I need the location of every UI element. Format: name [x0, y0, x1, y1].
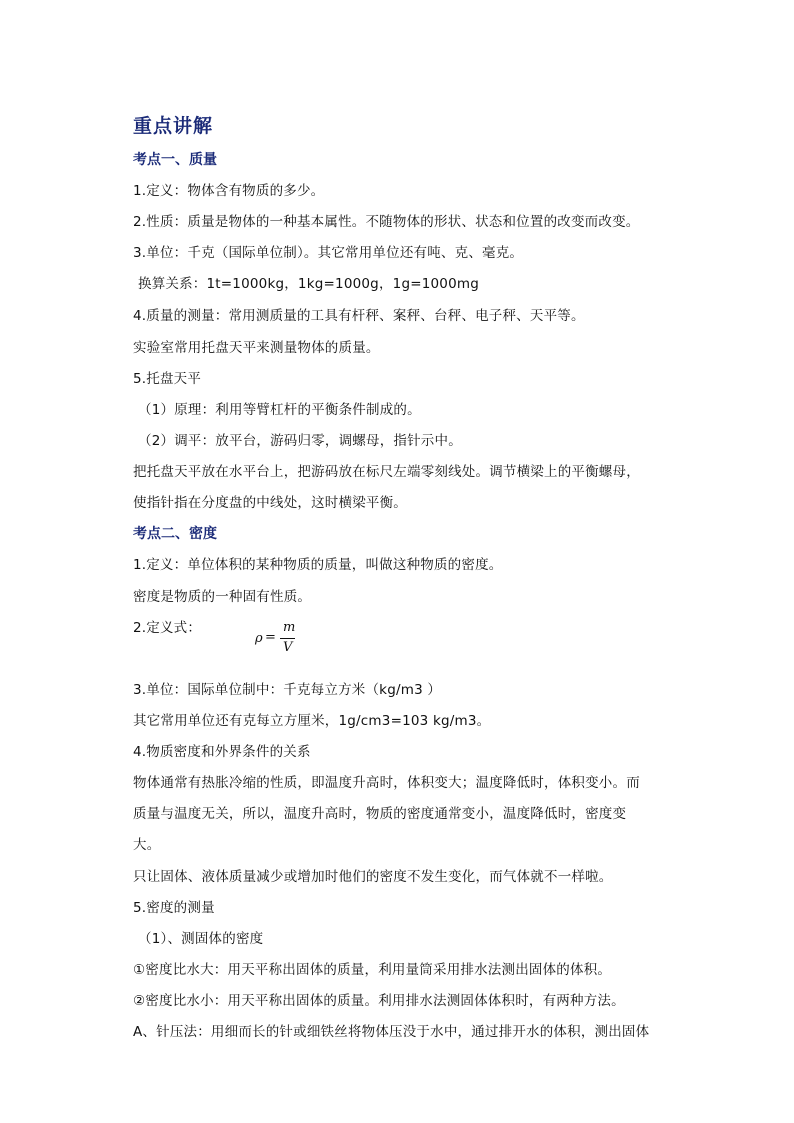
paragraph-line: 密度是物质的一种固有性质。	[133, 589, 312, 605]
paragraph-line: 大。	[133, 837, 161, 853]
paragraph-line: （1）原理：利用等臂杠杆的平衡条件制成的。	[138, 402, 421, 418]
paragraph-line: 2.定义式：	[133, 620, 202, 636]
paragraph-line: （1）、测固体的密度	[138, 931, 264, 947]
paragraph-line: A、针压法：用细而长的针或细铁丝将物体压没于水中，通过排开水的体积，测出固体	[133, 1024, 650, 1040]
formula-denominator: V	[283, 640, 293, 655]
formula-numerator: m	[283, 620, 296, 635]
formula-equals: =	[265, 630, 276, 645]
section-heading-mass: 考点一、质量	[133, 152, 217, 168]
page-title: 重点讲解	[133, 115, 214, 137]
density-formula	[255, 620, 305, 660]
paragraph-line: ①密度比水大：用天平称出固体的质量，利用量筒采用排水法测出固体的体积。	[133, 962, 612, 978]
paragraph-line: 把托盘天平放在水平台上，把游码放在标尺左端零刻线处。调节横梁上的平衡螺母，	[133, 464, 640, 480]
paragraph-line: 2.性质：质量是物体的一种基本属性。不随物体的形状、状态和位置的改变而改变。	[133, 214, 640, 230]
paragraph-line: 只让固体、液体质量减少或增加时他们的密度不发生变化，而气体就不一样啦。	[133, 869, 613, 885]
paragraph-line: 3.单位：千克（国际单位制）。其它常用单位还有吨、克、毫克。	[133, 245, 524, 261]
formula-fraction-bar	[280, 638, 295, 639]
section-heading-density: 考点二、密度	[133, 526, 217, 542]
paragraph-line: ②密度比水小：用天平称出固体的质量。利用排水法测固体体积时，有两种方法。	[133, 993, 625, 1009]
paragraph-line: 5.密度的测量	[133, 900, 215, 916]
paragraph-line: 3.单位：国际单位制中：千克每立方米（kg/m3 ）	[133, 682, 442, 698]
paragraph-line: （2）调平：放平台，游码归零，调螺母，指针示中。	[138, 433, 462, 449]
paragraph-line: 使指针指在分度盘的中线处，这时横梁平衡。	[133, 495, 407, 511]
paragraph-line: 物体通常有热胀冷缩的性质，即温度升高时，体积变大；温度降低时，体积变小。而	[133, 775, 640, 791]
paragraph-line: 质量与温度无关，所以，温度升高时，物质的密度通常变小，温度降低时，密度变	[133, 806, 627, 822]
paragraph-line: 1.定义：物体含有物质的多少。	[133, 183, 325, 199]
paragraph-line: 4.质量的测量：常用测质量的工具有杆秤、案秤、台秤、电子秤、天平等。	[133, 308, 585, 324]
paragraph-line: 1.定义：单位体积的某种物质的质量，叫做这种物质的密度。	[133, 557, 503, 573]
paragraph-line: 4.物质密度和外界条件的关系	[133, 744, 311, 760]
paragraph-line: 实验室常用托盘天平来测量物体的质量。	[133, 340, 380, 356]
formula-rho: ρ	[255, 631, 263, 646]
paragraph-line: 其它常用单位还有克每立方厘米，1g/cm3=103 kg/m3。	[133, 713, 491, 729]
paragraph-line: 5.托盘天平	[133, 371, 202, 387]
paragraph-line: 换算关系：1t=1000kg，1kg=1000g，1g=1000mg	[138, 276, 479, 292]
